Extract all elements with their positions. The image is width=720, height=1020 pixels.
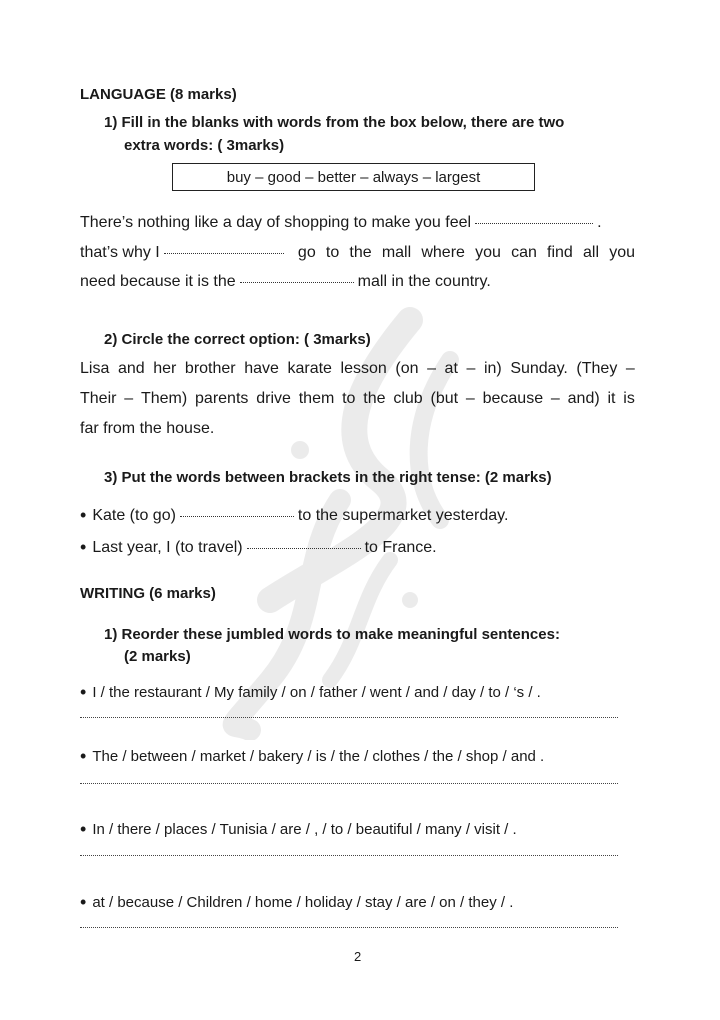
word: club — [393, 390, 423, 407]
word: – — [625, 360, 635, 377]
word: – — [466, 360, 476, 377]
blank-5[interactable] — [247, 547, 361, 549]
word: karate — [287, 360, 332, 377]
fill-text-line3-start: need because it is the — [80, 273, 236, 290]
jumbled-sentence-4 — [80, 892, 513, 913]
bullet-icon: • — [80, 505, 87, 525]
q3-bullet-2-start: Last year, I (to travel) — [92, 539, 243, 556]
answer-line-2[interactable] — [80, 782, 618, 784]
word-box — [172, 163, 535, 191]
word: you — [609, 244, 635, 261]
word-box-text: buy – good – better – always – largest — [226, 168, 481, 186]
q3-bullet-1-start: Kate (to go) — [92, 507, 176, 524]
option-word[interactable]: Them) — [140, 390, 188, 407]
word: her — [153, 360, 177, 377]
word: – — [465, 390, 475, 407]
word: to — [325, 244, 340, 261]
blank-4[interactable] — [180, 515, 294, 517]
word: parents — [195, 390, 249, 407]
fill-text-line3-end: mall in the country. — [357, 273, 491, 290]
q3-bullet-1-end: to the supermarket yesterday. — [297, 507, 509, 524]
word: – — [427, 360, 436, 377]
jumbled-sentence-text: In / there / places / Tunisia / are / , / to / beautiful / many / visit / . — [92, 821, 517, 838]
blank-3[interactable] — [240, 281, 354, 283]
word: – — [550, 390, 560, 407]
word: Lisa — [80, 360, 110, 377]
word: have — [244, 360, 279, 377]
wq1-instruction-line1: 1) Reorder these jumbled words to make meaningful sentences: — [104, 626, 560, 643]
word: Sunday. — [510, 360, 568, 377]
fill-text-line2 — [80, 244, 635, 262]
q1-instruction-line1: 1) Fill in the blanks with words from the box below, there are two — [104, 114, 565, 131]
word: all — [583, 244, 600, 261]
word: and — [117, 360, 145, 377]
wq1-instruction-line2: (2 marks) — [124, 648, 191, 665]
answer-line-3[interactable] — [80, 854, 618, 856]
word: it — [607, 390, 616, 407]
fill-text-line1-start: There’s nothing like a day of shopping to make you feel — [80, 214, 472, 231]
word: them — [298, 390, 335, 407]
jumbled-sentence-text: I / the restaurant / My family / on / father / went / and / day / to / ‘s / . — [92, 684, 541, 701]
word: – — [124, 390, 134, 407]
word: to — [342, 390, 356, 407]
language-heading: LANGUAGE (8 marks) — [80, 86, 237, 103]
q1-instruction-line2: extra words: ( 3marks) — [124, 137, 285, 154]
fill-text-line2-start: that’s why I — [80, 244, 288, 262]
word: where — [421, 244, 465, 261]
q2-heading: 2) Circle the correct option: ( 3marks) — [104, 331, 371, 348]
fill-text-line1 — [80, 214, 602, 232]
jumbled-sentence-text: The / between / market / bakery / is / the / clothes / the / shop / and . — [92, 748, 545, 765]
bullet-icon: • — [80, 746, 87, 766]
option-word[interactable]: (They — [576, 360, 618, 377]
q2-line3: far from the house. — [80, 420, 215, 437]
word: you — [475, 244, 501, 261]
page-number: 2 — [354, 949, 362, 964]
jumbled-sentence-3 — [80, 819, 517, 840]
fill-text-line1-end: . — [597, 214, 602, 231]
option-word[interactable]: because — [482, 390, 544, 407]
word: is — [623, 390, 635, 407]
word: find — [547, 244, 573, 261]
q2-line2 — [80, 390, 635, 408]
word: the — [349, 244, 372, 261]
blank-1[interactable] — [475, 222, 593, 224]
option-word[interactable]: and) — [567, 390, 600, 407]
blank-2[interactable] — [164, 252, 284, 254]
fill-text-line3 — [80, 273, 491, 291]
option-word[interactable]: at — [444, 360, 458, 377]
q3-bullet-2 — [80, 537, 437, 558]
word: can — [511, 244, 537, 261]
jumbled-sentence-1 — [80, 682, 541, 703]
answer-line-4[interactable] — [80, 926, 618, 928]
q3-bullet-2-end: to France. — [364, 539, 437, 556]
word: drive — [256, 390, 291, 407]
word: the — [363, 390, 386, 407]
bullet-icon: • — [80, 537, 87, 557]
q3-bullet-1 — [80, 505, 508, 526]
option-word[interactable]: in) — [483, 360, 502, 377]
option-word[interactable]: Their — [80, 390, 117, 407]
writing-heading: WRITING (6 marks) — [80, 585, 216, 602]
q3-heading: 3) Put the words between brackets in the right tense: (2 marks) — [104, 469, 552, 486]
bullet-icon: • — [80, 682, 87, 702]
answer-line-1[interactable] — [80, 716, 618, 718]
option-word[interactable]: (on — [395, 360, 419, 377]
q2-line1 — [80, 360, 635, 378]
word: lesson — [340, 360, 387, 377]
jumbled-sentence-text: at / because / Children / home / holiday / stay / are / on / they / . — [92, 894, 514, 911]
word: mall — [381, 244, 412, 261]
word: go — [297, 244, 316, 261]
jumbled-sentence-2 — [80, 746, 544, 767]
bullet-icon: • — [80, 892, 87, 912]
word: brother — [184, 360, 236, 377]
option-word[interactable]: (but — [430, 390, 459, 407]
bullet-icon: • — [80, 819, 87, 839]
